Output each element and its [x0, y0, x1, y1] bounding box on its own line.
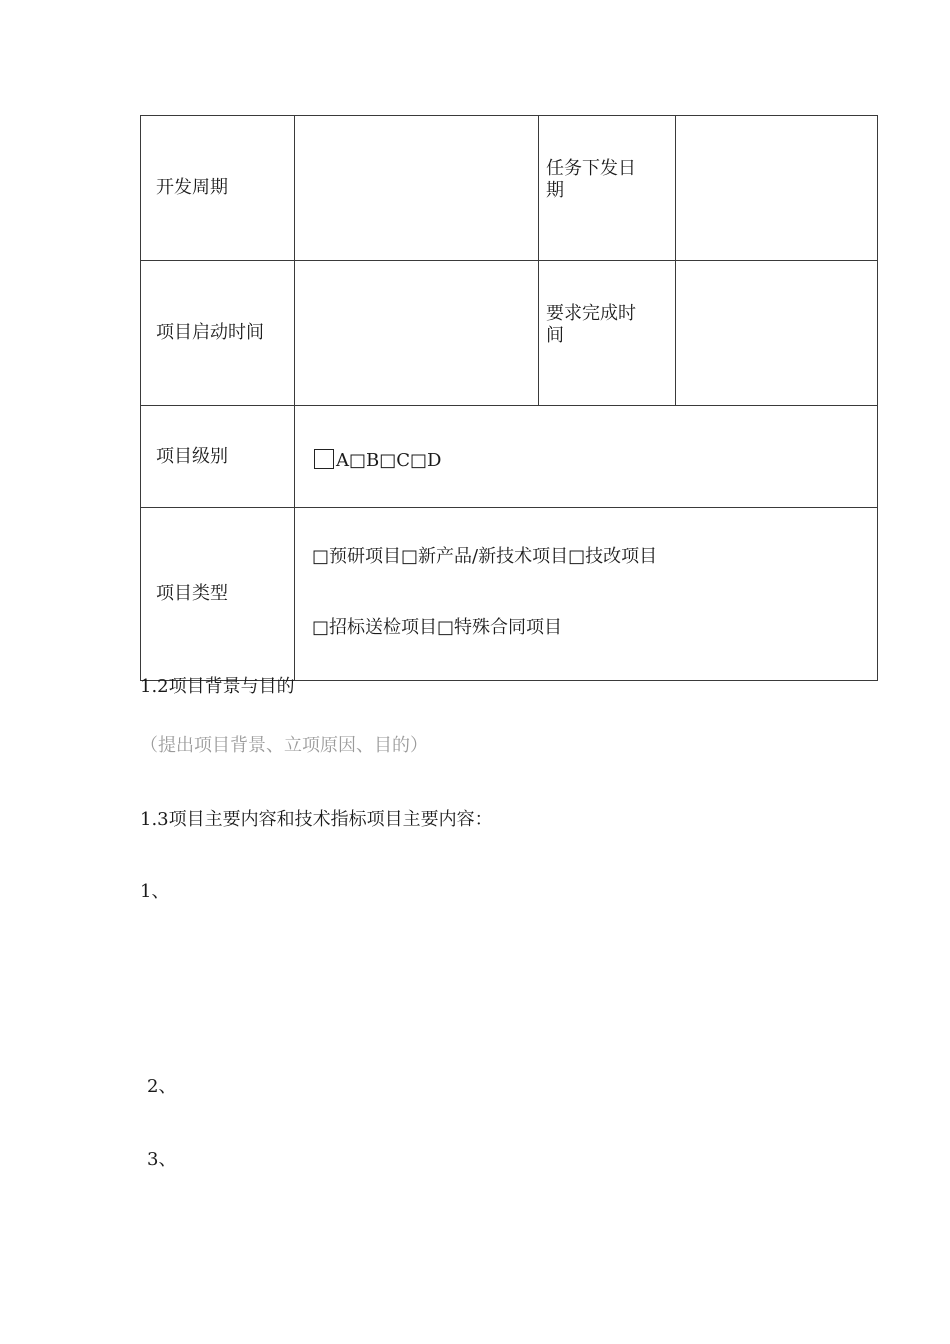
project-start-value[interactable] — [295, 261, 539, 406]
task-issue-date-label — [539, 108, 676, 253]
dev-cycle-value[interactable] — [295, 116, 539, 261]
required-completion-value[interactable] — [676, 261, 878, 406]
project-type-options-line2[interactable]: □招标送检项目□特殊合同项目 — [312, 616, 563, 638]
required-completion-label-line2: 间 — [546, 325, 564, 346]
section-1-2-title: 1.2项目背景与目的 — [140, 676, 295, 697]
checkbox-icon[interactable] — [314, 449, 334, 469]
list-item-2: 2、 — [147, 1076, 177, 1097]
table-row — [141, 406, 878, 508]
section-1-3-title: 1.3项目主要内容和技术指标项目主要内容： — [140, 809, 493, 830]
project-type-options-line1[interactable]: □预研项目□新产品/新技术项目□技改项目 — [312, 545, 658, 567]
project-start-label: 项目启动时间 — [141, 261, 295, 406]
project-level-label: 项目级别 — [141, 406, 295, 508]
project-info-table — [140, 115, 878, 681]
list-item-1: 1、 — [140, 881, 170, 902]
dev-cycle-label: 开发周期 — [141, 116, 295, 261]
required-completion-label — [539, 253, 676, 398]
task-issue-date-label-line1: 任务下发日 — [546, 158, 636, 180]
section-1-2-hint: （提出项目背景、立项原因、目的） — [140, 735, 428, 756]
list-item-3: 3、 — [147, 1149, 177, 1170]
task-issue-date-value[interactable] — [676, 116, 878, 261]
table-row — [141, 261, 878, 406]
project-level-options — [295, 406, 878, 508]
project-type-options — [295, 508, 878, 681]
project-type-label: 项目类型 — [141, 508, 295, 681]
project-level-options-text[interactable]: A□B□C□D — [336, 450, 442, 472]
table-row — [141, 116, 878, 261]
task-issue-date-label-line2: 期 — [546, 180, 564, 201]
required-completion-label-line1: 要求完成时 — [546, 303, 636, 325]
table-row — [141, 508, 878, 681]
